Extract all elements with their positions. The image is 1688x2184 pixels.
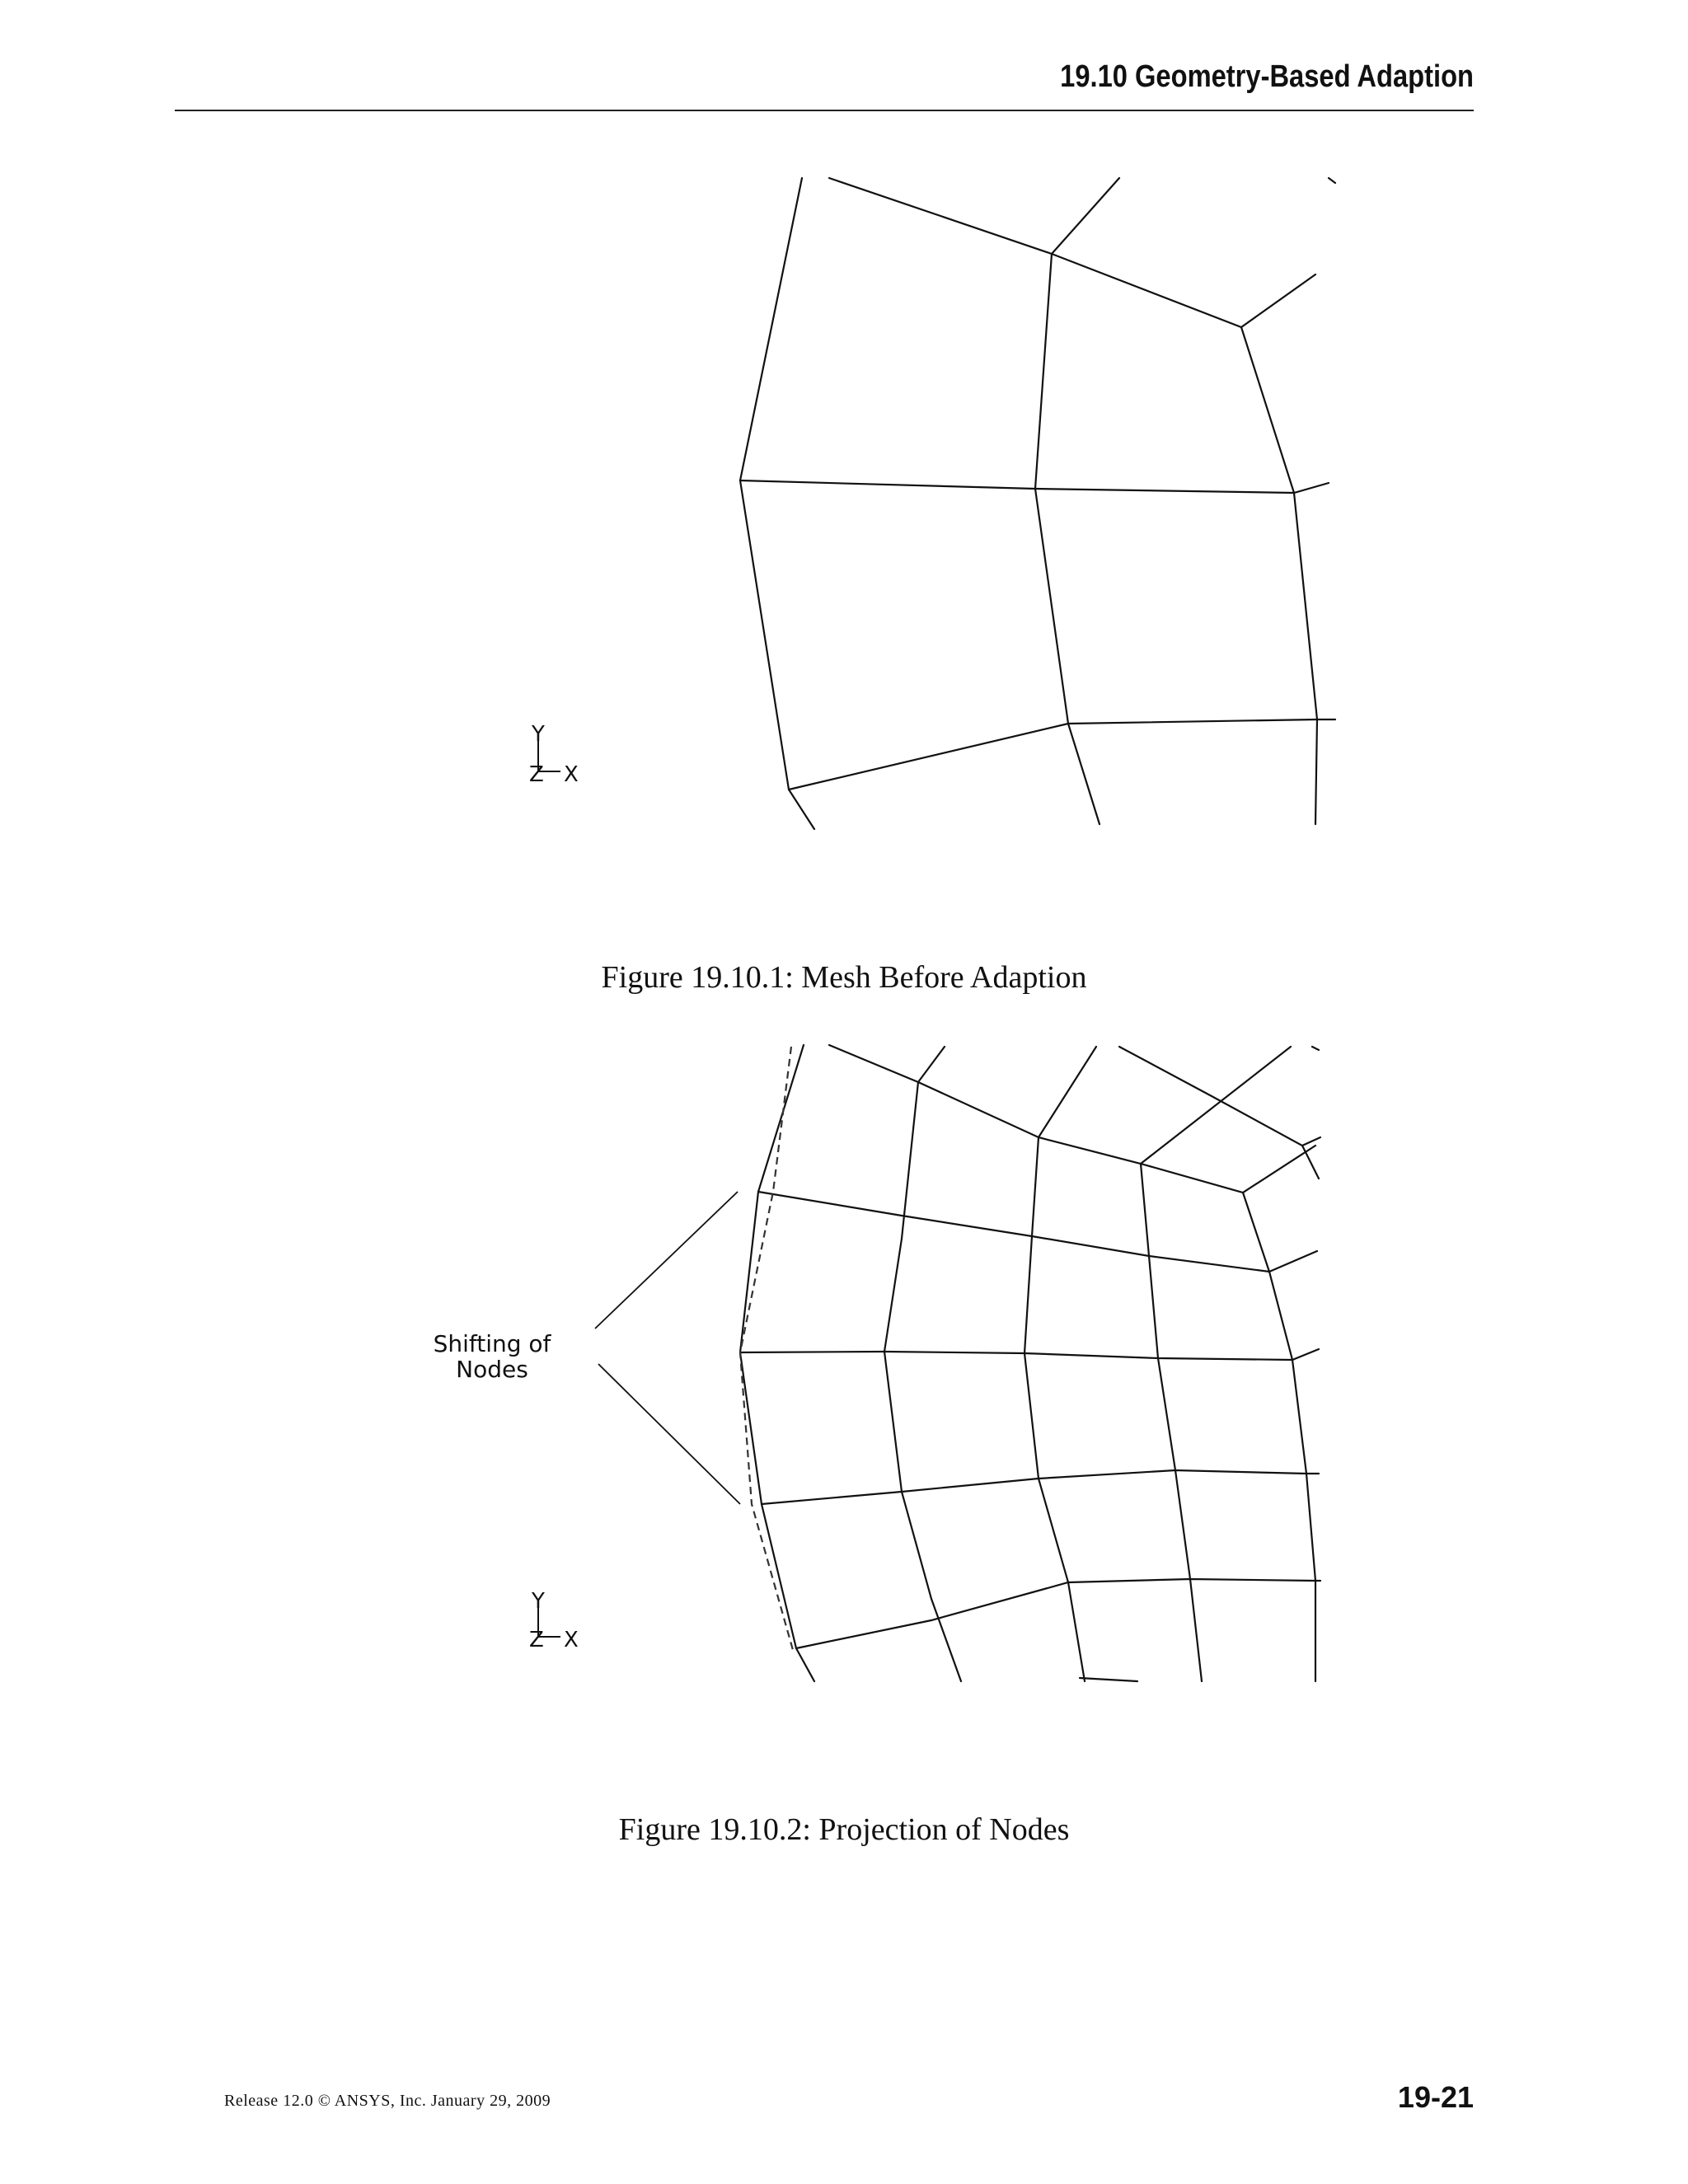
figure1-caption: Figure 19.10.1: Mesh Before Adaption [601,960,1087,995]
figure2-caption: Figure 19.10.2: Projection of Nodes [618,1812,1070,1847]
mesh-edge-v1 [884,1082,961,1681]
mesh-edge-top-stub2 [1039,1047,1096,1137]
original-boundary-dashed [740,1047,793,1650]
mesh-edge-h2 [740,1349,1319,1360]
axis-label-y: Y [532,1589,545,1614]
mesh-edge-v3 [1141,1164,1202,1681]
mesh-edge-v2 [1025,1137,1085,1681]
mesh-edge-v4 [1243,1193,1315,1681]
axis-label-y: Y [532,722,545,747]
mesh-edge-h4 [796,1579,1320,1648]
annotation-shifting-line2: Nodes [456,1356,528,1383]
mesh-edge-h1 [758,1192,1317,1272]
axis-label-z: Z [529,762,544,787]
page-header-title: 19.10 Geometry-Based Adaption [1060,59,1474,94]
mesh-edge-bottom-stub [1080,1678,1137,1681]
refined-mesh-lines [740,1045,1320,1681]
mesh-edge-top-stub1 [918,1047,945,1082]
mesh-edge-top-stub4 [1119,1047,1319,1179]
footer-release: Release 12.0 © ANSYS, Inc. January 29, 2009 [224,2092,551,2110]
annotation-shifting-line1: Shifting of [433,1330,551,1357]
annotation-leaders [595,1192,740,1504]
axis-label-z: Z [529,1628,544,1652]
footer-page-number: 19-21 [1397,2080,1474,2114]
mesh-edge-top-stub6 [1302,1137,1320,1146]
mesh-edge-top-stub3 [1141,1047,1291,1164]
mesh-edge-top [829,1045,1315,1193]
mesh-edge-left [740,1045,814,1681]
axis-label-x: X [564,1628,579,1652]
axis-label-x: X [564,762,579,787]
mesh-edge-top-stub5 [1312,1047,1319,1050]
